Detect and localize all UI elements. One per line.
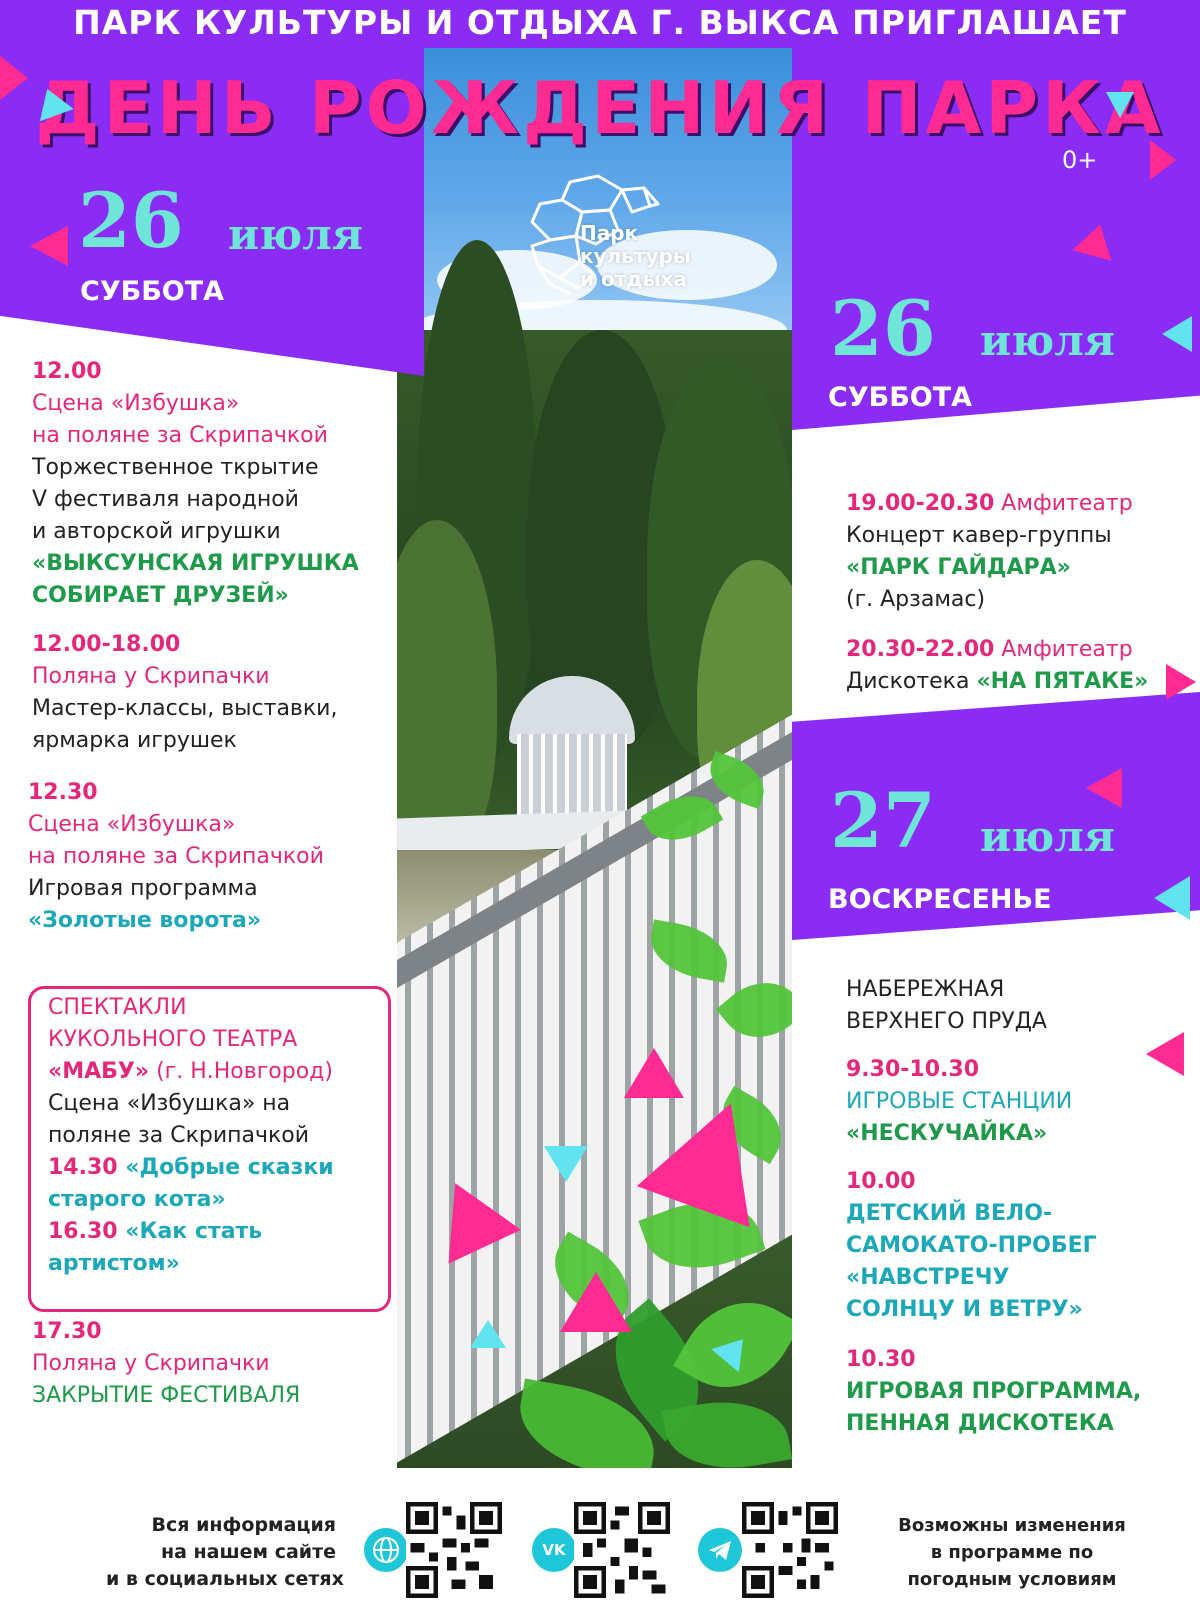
event-desc: V фестиваля народной <box>32 487 299 512</box>
event-place: Амфитеатр <box>994 491 1133 516</box>
puppet-place: поляне за Скрипачкой <box>48 1123 310 1148</box>
event-title: «НЕСКУЧАЙКА» <box>846 1121 1048 1146</box>
sunday-event-2 <box>846 1166 1097 1326</box>
show-title: «Добрые сказки <box>125 1155 334 1180</box>
qr-code-website[interactable] <box>406 1502 502 1598</box>
right-weekday: СУББОТА <box>828 382 973 413</box>
event-place: на поляне за Скрипачкой <box>32 423 328 448</box>
event-title: СОБИРАЕТ ДРУЗЕЙ» <box>32 583 289 608</box>
event-time: 9.30-10.30 <box>846 1057 979 1082</box>
footer-info-line: и в социальных сетях <box>106 1568 344 1590</box>
puppet-place: Сцена «Избушка» на <box>48 1091 291 1116</box>
left-month: июля <box>228 210 363 259</box>
footer-note <box>862 1512 1162 1593</box>
left-day-number: 26 <box>78 176 184 265</box>
event-desc: Мастер-классы, выставки, <box>32 696 338 721</box>
triangle-decor <box>1106 92 1134 118</box>
triangle-decor <box>1166 664 1196 700</box>
puppet-name: «МАБУ» <box>48 1059 150 1084</box>
sunday-event-1 <box>846 1054 1072 1150</box>
left-weekday: СУББОТА <box>80 276 225 307</box>
event-title: ЗАКРЫТИЕ ФЕСТИВАЛЯ <box>32 1383 301 1408</box>
footer-info-line: Вся информация <box>151 1514 336 1536</box>
event-time: 12.30 <box>28 780 98 805</box>
globe-icon[interactable] <box>364 1528 408 1572</box>
qr-code-vk[interactable] <box>574 1502 670 1598</box>
event-desc: Дискотека <box>846 669 977 694</box>
event-title: ДЕНЬ РОЖДЕНИЯ ПАРКА <box>35 66 1165 150</box>
logo-line3: и отдыха <box>580 267 687 291</box>
left-panel <box>0 0 424 376</box>
event-time: 12.00-18.00 <box>32 632 181 657</box>
left-event-2 <box>32 629 337 757</box>
event-title: «Золотые ворота» <box>28 908 262 933</box>
triangle-decor <box>544 1146 588 1182</box>
event-place: Сцена «Избушка» <box>28 812 236 837</box>
triangle-decor <box>1162 316 1192 352</box>
right-month: июля <box>980 316 1115 365</box>
telegram-icon[interactable] <box>698 1528 742 1572</box>
event-time: 19.00-20.30 <box>846 491 995 516</box>
event-desc: ИГРОВЫЕ СТАНЦИИ <box>846 1089 1073 1114</box>
sunday-weekday: ВОСКРЕСЕНЬЕ <box>828 884 1052 915</box>
footer-note-line: в программе по <box>930 1542 1094 1563</box>
event-city: (г. Арзамас) <box>846 587 986 612</box>
show-title: артистом» <box>48 1251 180 1276</box>
footer-note-line: Возможны изменения <box>898 1515 1126 1536</box>
event-place: Сцена «Избушка» <box>32 391 240 416</box>
event-desc: Концерт кавер-группы <box>846 523 1112 548</box>
sunday-place <box>846 974 1047 1038</box>
event-place: Поляна у Скрипачки <box>32 664 270 689</box>
event-time: 20.30-22.00 <box>846 637 995 662</box>
place-line: НАБЕРЕЖНАЯ <box>846 977 1005 1002</box>
puppet-heading: КУКОЛЬНОГО ТЕАТРА <box>48 1027 298 1052</box>
sunday-day-number: 27 <box>830 776 936 865</box>
footer-info <box>106 1512 344 1593</box>
event-time: 10.00 <box>846 1169 916 1194</box>
logo-line1: Парк <box>580 221 639 245</box>
closing-event <box>32 1316 300 1412</box>
footer-note-line: погодным условиям <box>907 1569 1117 1590</box>
event-place: Поляна у Скрипачки <box>32 1351 270 1376</box>
show-title: старого кота» <box>48 1187 226 1212</box>
left-event-1 <box>32 356 359 612</box>
show-time: 16.30 <box>48 1219 118 1244</box>
event-place: Амфитеатр <box>994 637 1133 662</box>
show-title: «Как стать <box>125 1219 263 1244</box>
triangle-decor <box>1150 140 1176 180</box>
right-event-1 <box>846 488 1133 616</box>
event-desc: Игровая программа <box>28 876 258 901</box>
event-desc: и авторской игрушки <box>32 519 281 544</box>
puppet-theater-block <box>48 992 334 1280</box>
right-day-number: 26 <box>830 284 936 373</box>
event-title: ИГРОВАЯ ПРОГРАММА, <box>846 1379 1142 1404</box>
event-time: 10.30 <box>846 1347 916 1372</box>
event-time: 17.30 <box>32 1319 102 1344</box>
right-event-2 <box>846 634 1148 698</box>
vk-icon[interactable]: VK <box>532 1528 576 1572</box>
event-title: ДЕТСКИЙ ВЕЛО- <box>846 1201 1053 1226</box>
sunday-month: июля <box>980 812 1115 861</box>
event-desc: ярмарка игрушек <box>32 728 237 753</box>
event-title: ПЕННАЯ ДИСКОТЕКА <box>846 1411 1114 1436</box>
triangle-decor <box>1086 768 1122 808</box>
triangle-decor <box>1154 876 1190 920</box>
puppet-heading: СПЕКТАКЛИ <box>48 995 187 1020</box>
left-event-3 <box>28 777 324 937</box>
park-logo <box>518 170 718 310</box>
event-title: «ВЫКСУНСКАЯ ИГРУШКА <box>32 551 359 576</box>
event-title: «НА ПЯТАКЕ» <box>976 669 1149 694</box>
event-title: САМОКАТО-ПРОБЕГ <box>846 1233 1097 1258</box>
triangle-decor <box>1146 1032 1184 1076</box>
triangle-decor <box>30 226 68 266</box>
show-time: 14.30 <box>48 1155 118 1180</box>
event-title: «ПАРК ГАЙДАРА» <box>846 555 1071 580</box>
event-title: СОЛНЦУ И ВЕТРУ» <box>846 1297 1083 1322</box>
event-title: «НАВСТРЕЧУ <box>846 1265 1010 1290</box>
triangle-decor <box>560 1272 632 1332</box>
qr-code-telegram[interactable] <box>742 1502 838 1598</box>
age-rating: 0+ <box>1062 146 1098 174</box>
invite-heading: ПАРК КУЛЬТУРЫ И ОТДЫХА Г. ВЫКСА ПРИГЛАШАЕТ <box>73 3 1127 42</box>
event-desc: Торжественное ткрытие <box>32 455 319 480</box>
sunday-event-3 <box>846 1344 1141 1440</box>
triangle-decor <box>470 1320 506 1348</box>
event-time: 12.00 <box>32 359 102 384</box>
footer-info-line: на нашем сайте <box>160 1541 336 1563</box>
puppet-city: (г. Н.Новгород) <box>149 1059 333 1084</box>
place-line: ВЕРХНЕГО ПРУДА <box>846 1009 1047 1034</box>
event-place: на поляне за Скрипачкой <box>28 844 324 869</box>
logo-line2: культуры <box>580 244 691 268</box>
triangle-decor <box>0 56 28 100</box>
